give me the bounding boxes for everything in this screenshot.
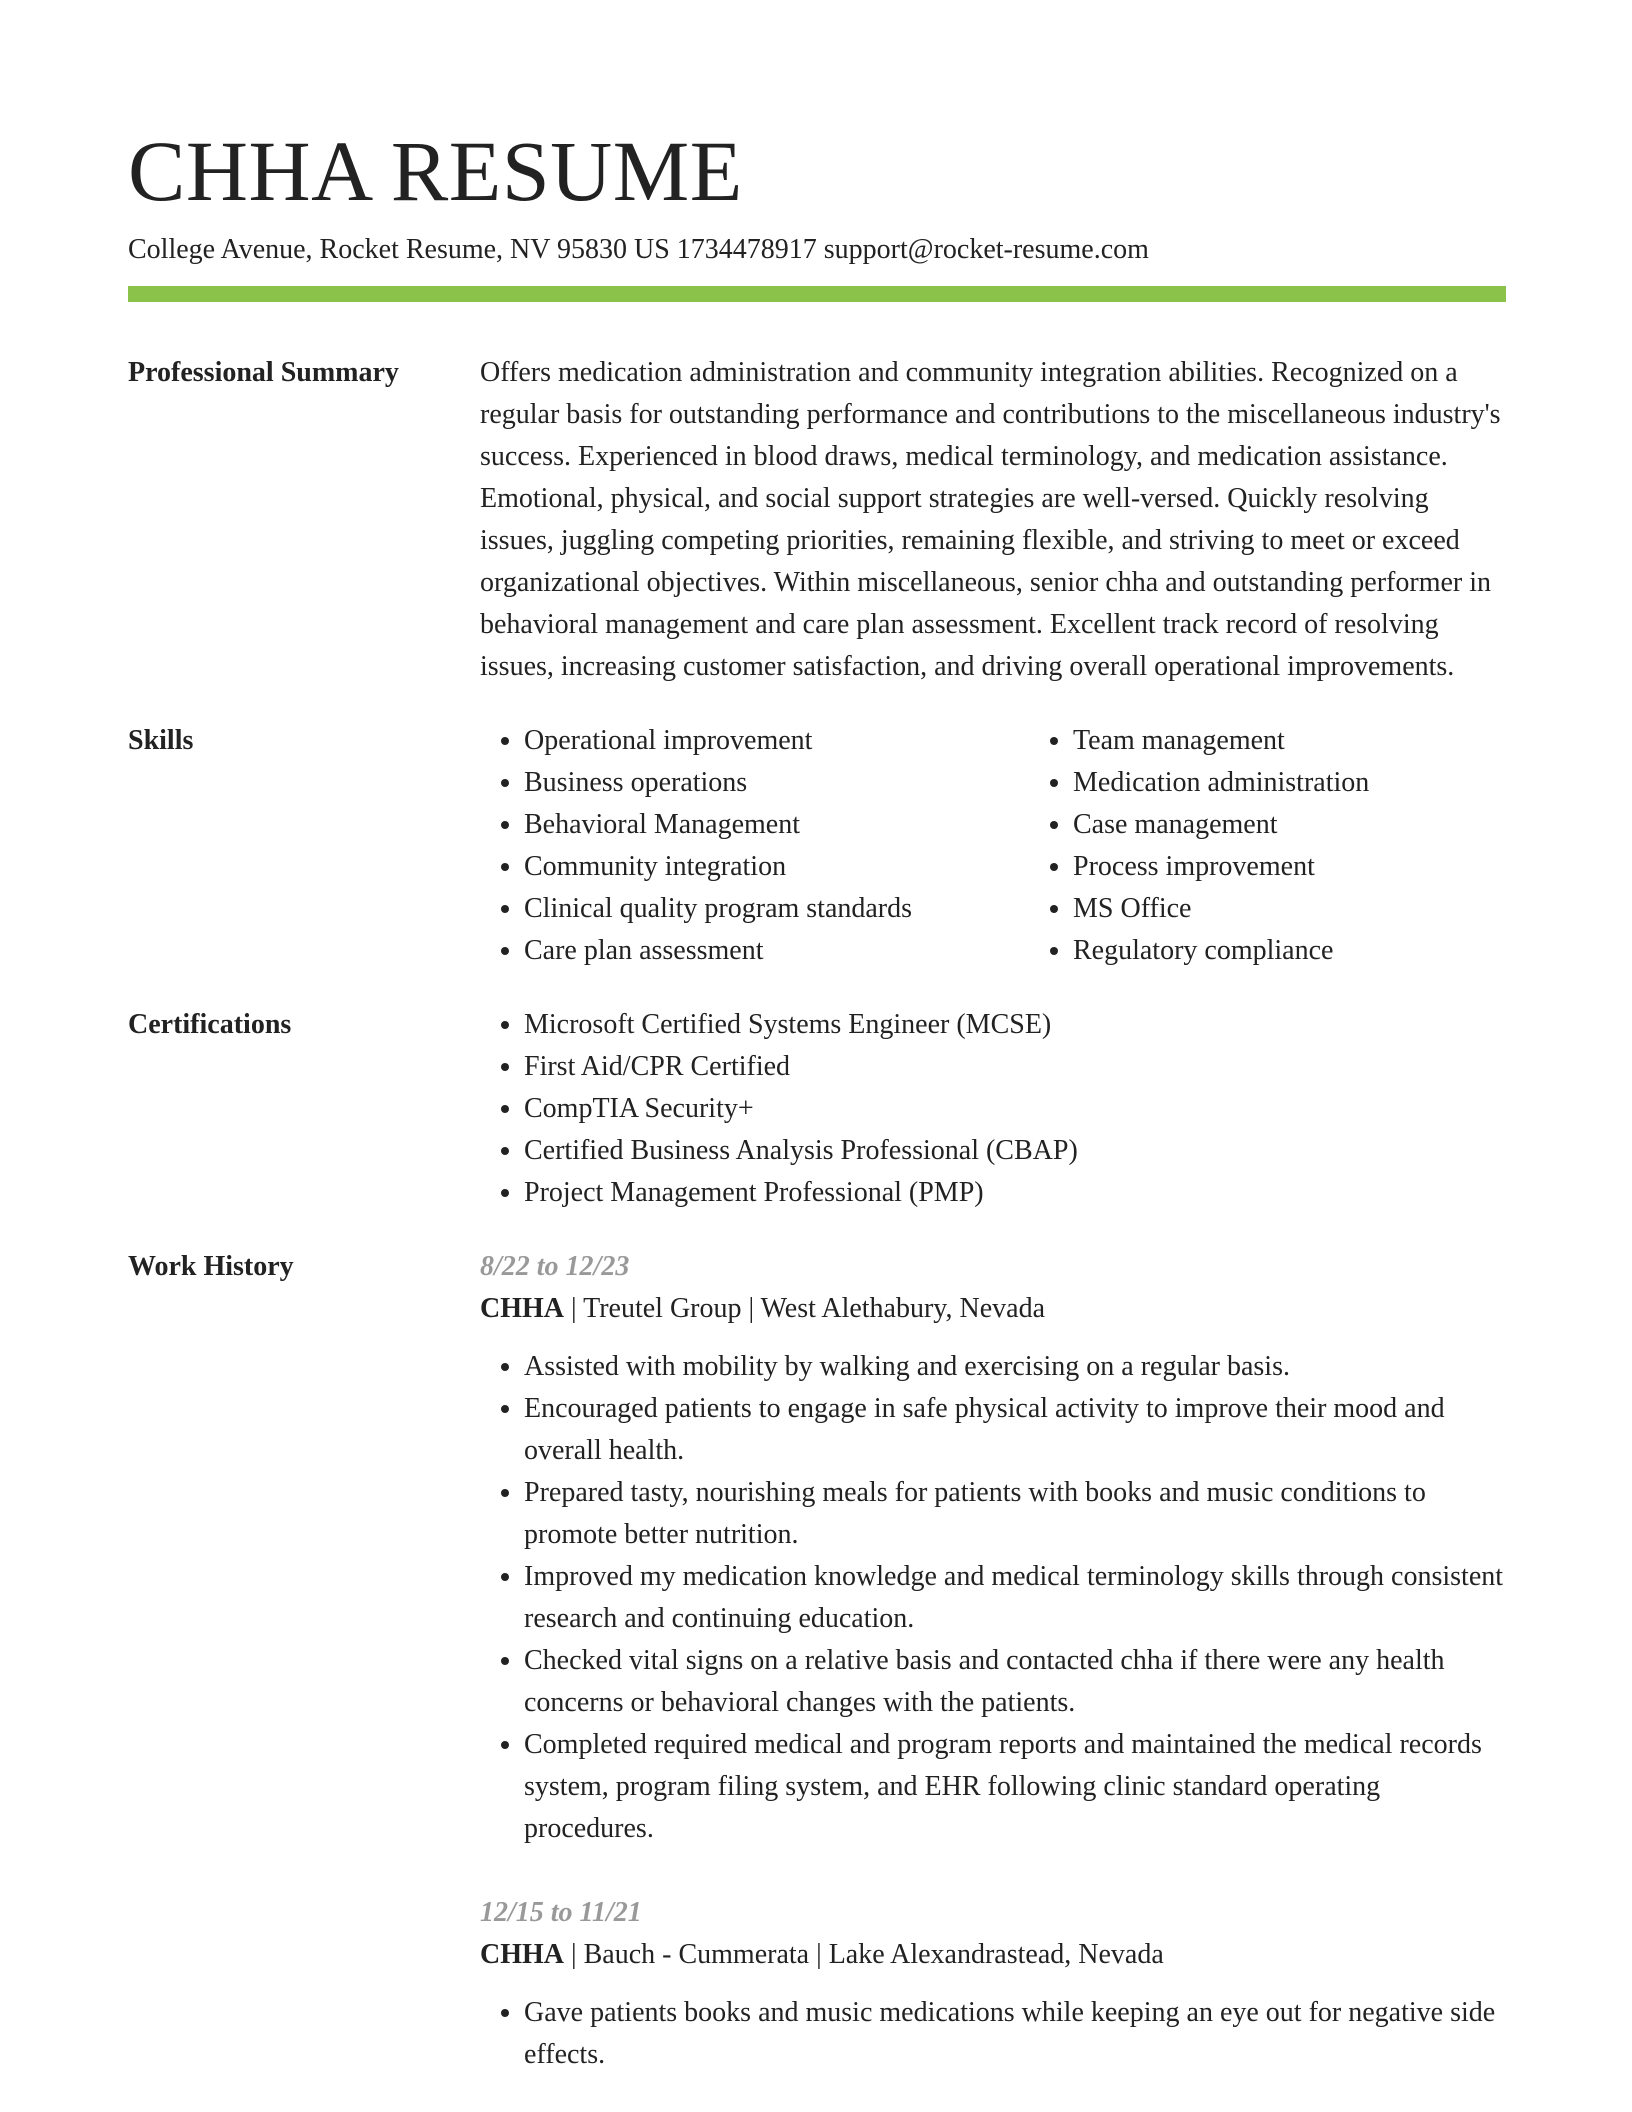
- skill-item: • Operational improvement: [524, 720, 1029, 762]
- job-entry: [480, 1892, 1506, 2076]
- job-bullet: • Improved my medication knowledge and medical terminology skills through consistent research and continuing education.: [524, 1556, 1506, 1640]
- skills-list-right: [1029, 720, 1578, 972]
- certifications-list: [480, 1004, 1506, 1214]
- certifications-heading: Certifications: [128, 1009, 292, 1040]
- certification-item: • First Aid/CPR Certified: [524, 1046, 1506, 1088]
- certification-item: • Project Management Professional (PMP): [524, 1172, 1506, 1214]
- job-title: CHHA: [480, 1939, 564, 1970]
- job-bullets: [480, 1992, 1506, 2076]
- summary-heading: Professional Summary: [128, 357, 399, 388]
- summary-section: [128, 352, 1506, 688]
- skill-item: • Case management: [1073, 804, 1578, 846]
- contact-line: College Avenue, Rocket Resume, NV 95830 US 1734478917 support@rocket-resume.com: [128, 234, 1149, 265]
- skill-item: • Team management: [1073, 720, 1578, 762]
- certification-item: • Microsoft Certified Systems Engineer (MCSE): [524, 1004, 1506, 1046]
- job-title: CHHA: [480, 1293, 564, 1324]
- job-dates: 8/22 to 12/23: [480, 1251, 630, 1282]
- skill-item: • Clinical quality program standards: [524, 888, 1029, 930]
- job-bullet: • Encouraged patients to engage in safe physical activity to improve their mood and overall health.: [524, 1388, 1506, 1472]
- job-bullet: • Gave patients books and music medications while keeping an eye out for negative side effects.: [524, 1992, 1506, 2076]
- job-bullet: • Checked vital signs on a relative basis and contacted chha if there were any health concerns or behavioral changes with the patients.: [524, 1640, 1506, 1724]
- job-bullet: • Completed required medical and program reports and maintained the medical records system, program filing system, and EHR following clinic standard operating procedures.: [524, 1724, 1506, 1850]
- work-history-section: [128, 1246, 1506, 2076]
- certification-item: • CompTIA Security+: [524, 1088, 1506, 1130]
- skill-item: • MS Office: [1073, 888, 1578, 930]
- job-details: | Treutel Group | West Alethabury, Nevada: [564, 1293, 1045, 1324]
- skills-heading: Skills: [128, 725, 194, 756]
- skill-item: • Medication administration: [1073, 762, 1578, 804]
- work-history-heading: Work History: [128, 1251, 294, 1282]
- skills-section: [128, 720, 1506, 972]
- job-dates: 12/15 to 11/21: [480, 1897, 642, 1928]
- skill-item: • Care plan assessment: [524, 930, 1029, 972]
- skill-item: • Business operations: [524, 762, 1029, 804]
- resume-title: CHHA RESUME: [128, 123, 743, 219]
- certifications-section: [128, 1004, 1506, 1214]
- summary-text: Offers medication administration and community integration abilities. Recognized on a regular basis for outstanding performance and contributions to the miscellaneous industry's success. Experienced in blood draws, medical terminology, and medication assistance. Emotional, physical, and social support strategies are well-versed. Quickly resolving issues, juggling competing priorities, remaining flexible, and striving to meet or exceed organizational objectives. Within miscellaneous, senior chha and outstanding performer in behavioral management and care plan assessment. Excellent track record of resolving issues, increasing customer satisfaction, and driving overall operational improvements.: [480, 357, 1501, 682]
- skills-list-left: [480, 720, 1029, 972]
- job-bullets: [480, 1346, 1506, 1850]
- job-bullet: • Prepared tasty, nourishing meals for patients with books and music conditions to promote better nutrition.: [524, 1472, 1506, 1556]
- skill-item: • Process improvement: [1073, 846, 1578, 888]
- job-details: | Bauch - Cummerata | Lake Alexandrastead, Nevada: [564, 1939, 1164, 1970]
- certification-item: • Certified Business Analysis Professional (CBAP): [524, 1130, 1506, 1172]
- accent-divider: [128, 286, 1506, 302]
- job-entry: [480, 1246, 1506, 1850]
- job-heading: [480, 1288, 1506, 1330]
- skill-item: • Behavioral Management: [524, 804, 1029, 846]
- job-bullet: • Assisted with mobility by walking and exercising on a regular basis.: [524, 1346, 1506, 1388]
- job-heading: [480, 1934, 1506, 1976]
- skill-item: • Regulatory compliance: [1073, 930, 1578, 972]
- resume-page: [128, 122, 1506, 2076]
- skill-item: • Community integration: [524, 846, 1029, 888]
